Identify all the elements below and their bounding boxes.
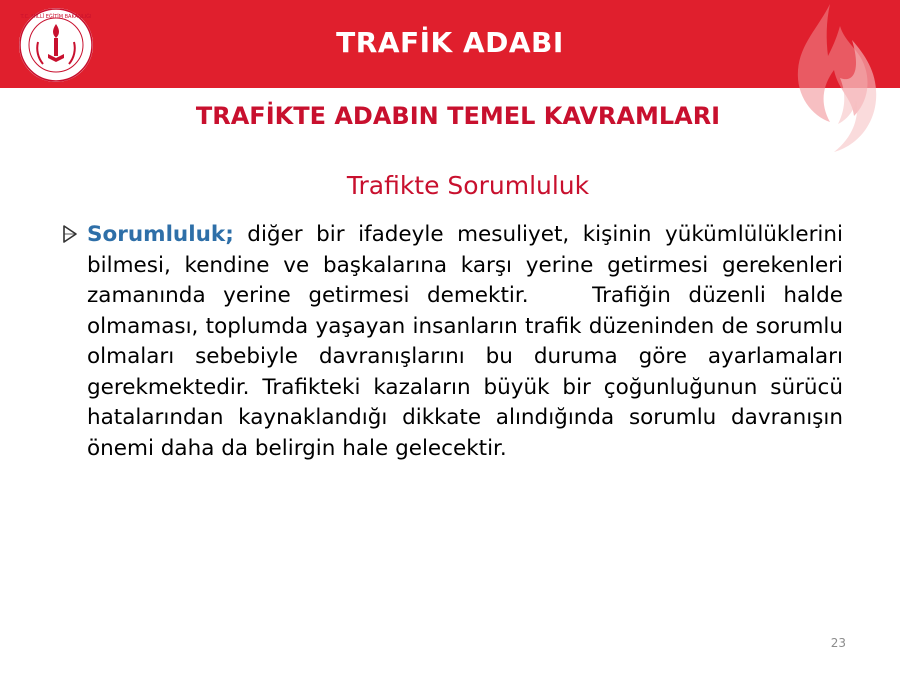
bullet-text-2: Trafiğin düzenli halde olmaması, toplumda yaşayan insanların trafik düzeninden de sorumlu olmaları sebebiyle davranışlarını bu duruma göre ayarlamaları gerekmektedir. Trafikteki kazaların büyük bir çoğunluğunun sürücü hatalarından kaynaklandığı dikkate alındığında sorumlu davranışın önemi daha da belirgin hale gelecektir. [87, 283, 843, 461]
header-title: TRAFİK ADABI [336, 26, 564, 59]
svg-text:T.C. MİLLÎ EĞİTİM BAKANLIĞI: T.C. MİLLÎ EĞİTİM BAKANLIĞI [20, 14, 92, 20]
subtitle: Trafikte Sorumluluk [346, 171, 590, 200]
bullet-text-1: diğer bir ifadeyle mesuliyet, kişinin yükümlülüklerini bilmesi, kendine ve başkalarına karşı yerine getirmesi gerekenleri zamanında yerine getirmesi demektir. [87, 222, 843, 308]
section-title: TRAFİKTE ADABIN TEMEL KAVRAMLARI [195, 102, 721, 130]
page-number: 23 [830, 636, 846, 650]
bullet-paragraph [87, 220, 843, 464]
bullet-term: Sorumluluk; [87, 222, 234, 247]
arrow-bullet-icon [62, 224, 78, 244]
